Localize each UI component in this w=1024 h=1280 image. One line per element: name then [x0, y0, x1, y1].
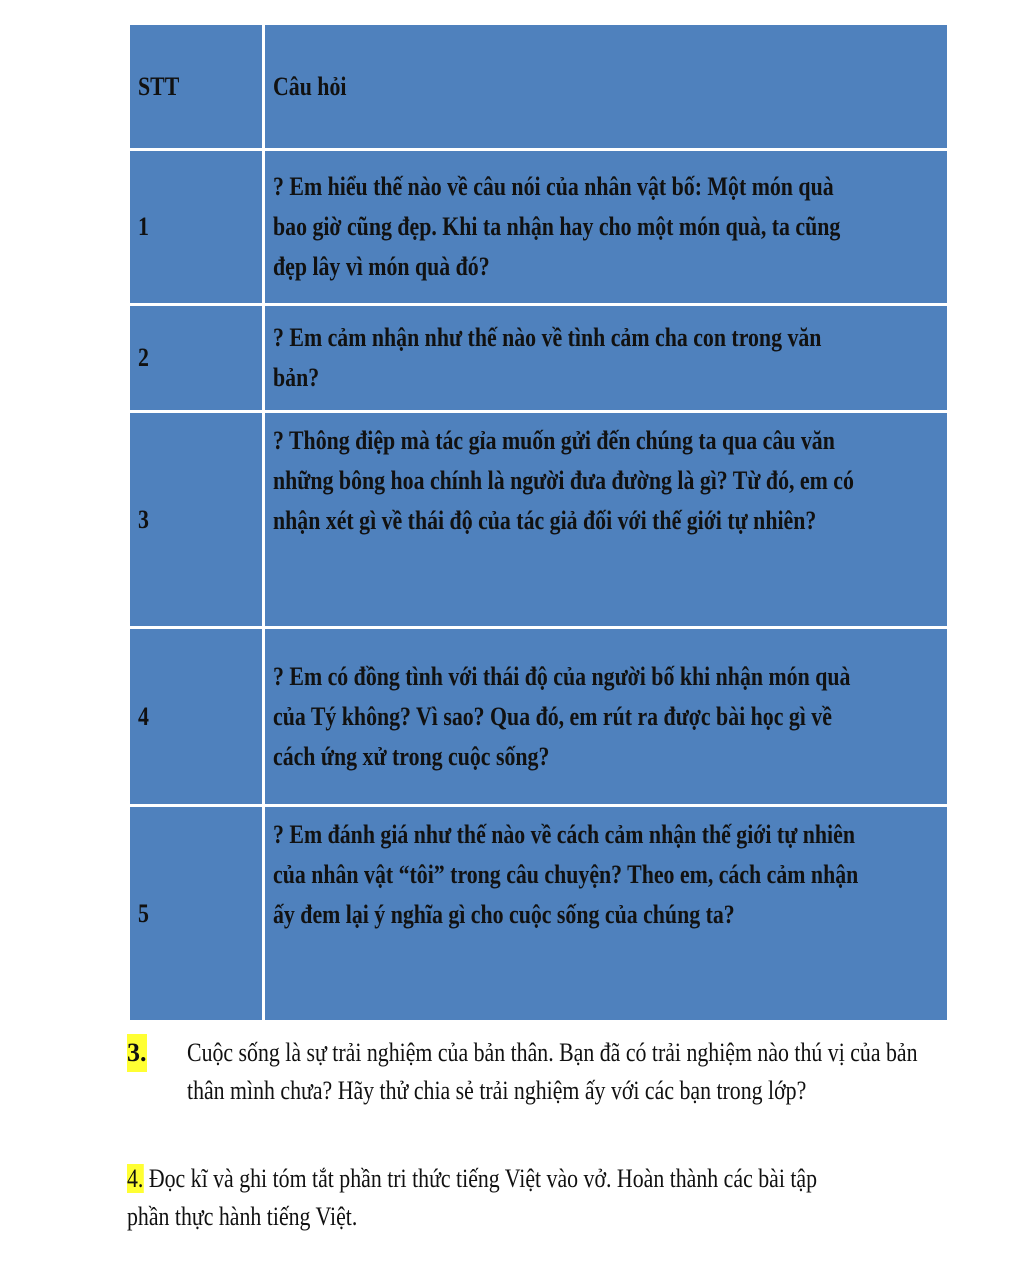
table-row: [129, 806, 949, 1022]
table-row: [129, 305, 949, 412]
table-header-row: [129, 24, 949, 150]
question-line: bản?: [273, 363, 320, 392]
stt-number: 2: [138, 343, 149, 372]
question-text: [273, 318, 937, 398]
question-cell: [264, 412, 949, 628]
question-line: của nhân vật “tôi” trong câu chuyện? Theo em, cách cảm nhận: [273, 860, 859, 889]
stt-cell: [129, 305, 264, 412]
item-line-text: Đọc kĩ và ghi tóm tắt phần tri thức tiếng Việt vào vở. Hoàn thành các bài tập: [143, 1164, 818, 1193]
item-body: [187, 1034, 1024, 1110]
stt-cell: [129, 628, 264, 806]
table-row: [129, 628, 949, 806]
header-question-cell: [264, 24, 949, 150]
question-line: ? Thông điệp mà tác gỉa muốn gửi đến chúng ta qua câu văn: [273, 426, 835, 455]
exercise-item-4: [127, 1160, 1007, 1236]
question-line: bao giờ cũng đẹp. Khi ta nhận hay cho một món quà, ta cũng: [273, 212, 841, 241]
item-line: [127, 1160, 866, 1198]
question-text: [273, 657, 937, 777]
item-number-highlight: 3.: [127, 1034, 147, 1072]
question-line: ? Em có đồng tình với thái độ của người bố khi nhận món quà: [273, 661, 851, 691]
table-row: [129, 412, 949, 628]
question-text: [273, 421, 937, 541]
item-line: phần thực hành tiếng Việt.: [127, 1202, 358, 1231]
question-line: của Tý không? Vì sao? Qua đó, em rút ra được bài học gì về: [273, 701, 832, 731]
stt-cell: [129, 806, 264, 1022]
question-cell: [264, 806, 949, 1022]
stt-cell: [129, 412, 264, 628]
question-line: ấy đem lại ý nghĩa gì cho cuộc sống của chúng ta?: [273, 900, 735, 929]
stt-cell: [129, 150, 264, 305]
question-cell: [264, 150, 949, 305]
question-cell: [264, 628, 949, 806]
header-stt-label: STT: [138, 71, 180, 101]
item-line: thân mình chưa? Hãy thử chia sẻ trải nghiệm ấy với các bạn trong lớp?: [187, 1076, 807, 1105]
question-line: nhận xét gì về thái độ của tác giả đối với thế giới tự nhiên?: [273, 506, 817, 535]
question-line: ? Em đánh giá như thế nào về cách cảm nhận thế giới tự nhiên: [273, 820, 855, 849]
stt-number: 4: [138, 701, 149, 731]
header-question-label: Câu hỏi: [273, 71, 347, 101]
item-number-highlight: 4.: [127, 1164, 144, 1193]
question-text: [273, 167, 937, 287]
questions-table: [127, 22, 950, 1023]
question-line: những bông hoa chính là người đưa đường là gì? Từ đó, em có: [273, 466, 854, 495]
header-stt-cell: [129, 24, 264, 150]
item-line: Cuộc sống là sự trải nghiệm của bản thân. Bạn đã có trải nghiệm nào thú vị của bản: [187, 1038, 918, 1067]
stt-number: 3: [138, 504, 149, 534]
question-text: [273, 815, 937, 935]
question-line: đẹp lây vì món quà đó?: [273, 252, 490, 281]
table-row: [129, 150, 949, 305]
question-line: cách ứng xử trong cuộc sống?: [273, 741, 550, 771]
stt-number: 1: [138, 212, 149, 241]
stt-number: 5: [138, 898, 149, 928]
question-line: ? Em hiểu thế nào về câu nói của nhân vật bố: Một món quà: [273, 172, 834, 201]
question-line: ? Em cảm nhận như thế nào về tình cảm cha con trong văn: [273, 323, 822, 352]
question-cell: [264, 305, 949, 412]
